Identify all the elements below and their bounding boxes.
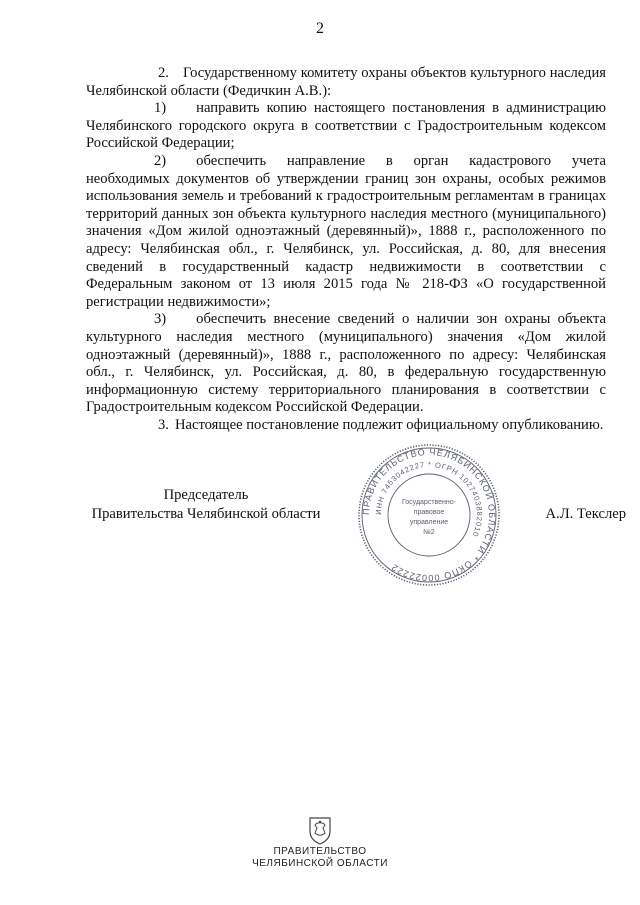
- svg-text:правовое: правовое: [413, 509, 445, 516]
- paragraph-text: Государственному комитету охраны объектов культурного наследия Челябинской области (Федичкин А.В.):: [86, 65, 606, 99]
- paragraph-number: 3.: [158, 416, 169, 433]
- stamp-inn-text: ИНН 7453042227 * ОГРН 1027403882010: [373, 459, 485, 539]
- footer-text: [0, 846, 640, 870]
- paragraph-text: обеспечить направление в орган кадастрового учета необходимых документов об утверждении границ зон охраны, особых режимов использования земель и требований к градостроительным регламентам в границах территорий данных зон объекта культурного наследия местного (муниципального) значения «Дом жилой одноэтажный (деревянный)», 1888 г., расположенного по адресу: Челябинская обл., г. Челябинск, ул. Российская, д. 80, для внесения сведений в государственный кадастр недвижимости в соответствии с Федеральным законом от 13 июля 2015 года № 218-ФЗ «О государственной регистрации недвижимости»;: [86, 152, 606, 310]
- paragraph-text: обеспечить внесение сведений о наличии зон охраны объекта культурного наследия местного (муниципального) значения «Дом жилой одноэтажный (деревянный)», 1888 г., расположенного по адресу: Челябинская обл., г. Челябинск, ул. Российская, д. 80, в федеральную государственную информационную систему территориального планирования в соответствии с Градостроительным кодексом Российской Федерации.: [86, 311, 606, 416]
- paragraph-text: направить копию настоящего постановления в администрацию Челябинского городского округа в соответствии с Градостроительным кодексом Российской Федерации;: [86, 100, 606, 152]
- footer-line1: ПРАВИТЕЛЬСТВО: [273, 846, 367, 857]
- coat-of-arms-icon: [0, 815, 640, 850]
- page-number: 2: [316, 20, 324, 37]
- signatory-title-line2: Правительства Челябинской области: [91, 506, 321, 522]
- document-body: [86, 65, 606, 434]
- stamp-center-text: [402, 499, 457, 536]
- svg-text:Государственно-: Государственно-: [401, 499, 457, 506]
- paragraph-number: 2): [154, 152, 167, 169]
- paragraph-text: Настоящее постановление подлежит официальному опубликованию.: [174, 416, 604, 433]
- subparagraph-1: [86, 100, 606, 153]
- signatory-title-line1: Председатель: [163, 487, 249, 503]
- paragraph-number: 2.: [158, 65, 169, 81]
- footer-line2: ЧЕЛЯБИНСКОЙ ОБЛАСТИ: [252, 858, 388, 869]
- svg-text:управление: управление: [409, 519, 449, 526]
- paragraph-3: [86, 417, 606, 435]
- paragraph-2: [86, 65, 606, 100]
- official-stamp: [356, 442, 502, 588]
- signatory-title: [86, 486, 326, 524]
- signatory-name: А.Л. Текслер: [545, 506, 626, 522]
- subparagraph-3: [86, 311, 606, 417]
- paragraph-number: 1): [154, 100, 167, 117]
- paragraph-number: 3): [154, 311, 167, 328]
- subparagraph-2: [86, 153, 606, 311]
- stamp-outer-text: ПРАВИТЕЛЬСТВО ЧЕЛЯБИНСКОЙ ОБЛАСТИ * ОКПО 00022222: [360, 446, 498, 584]
- svg-text:№2: №2: [423, 529, 435, 536]
